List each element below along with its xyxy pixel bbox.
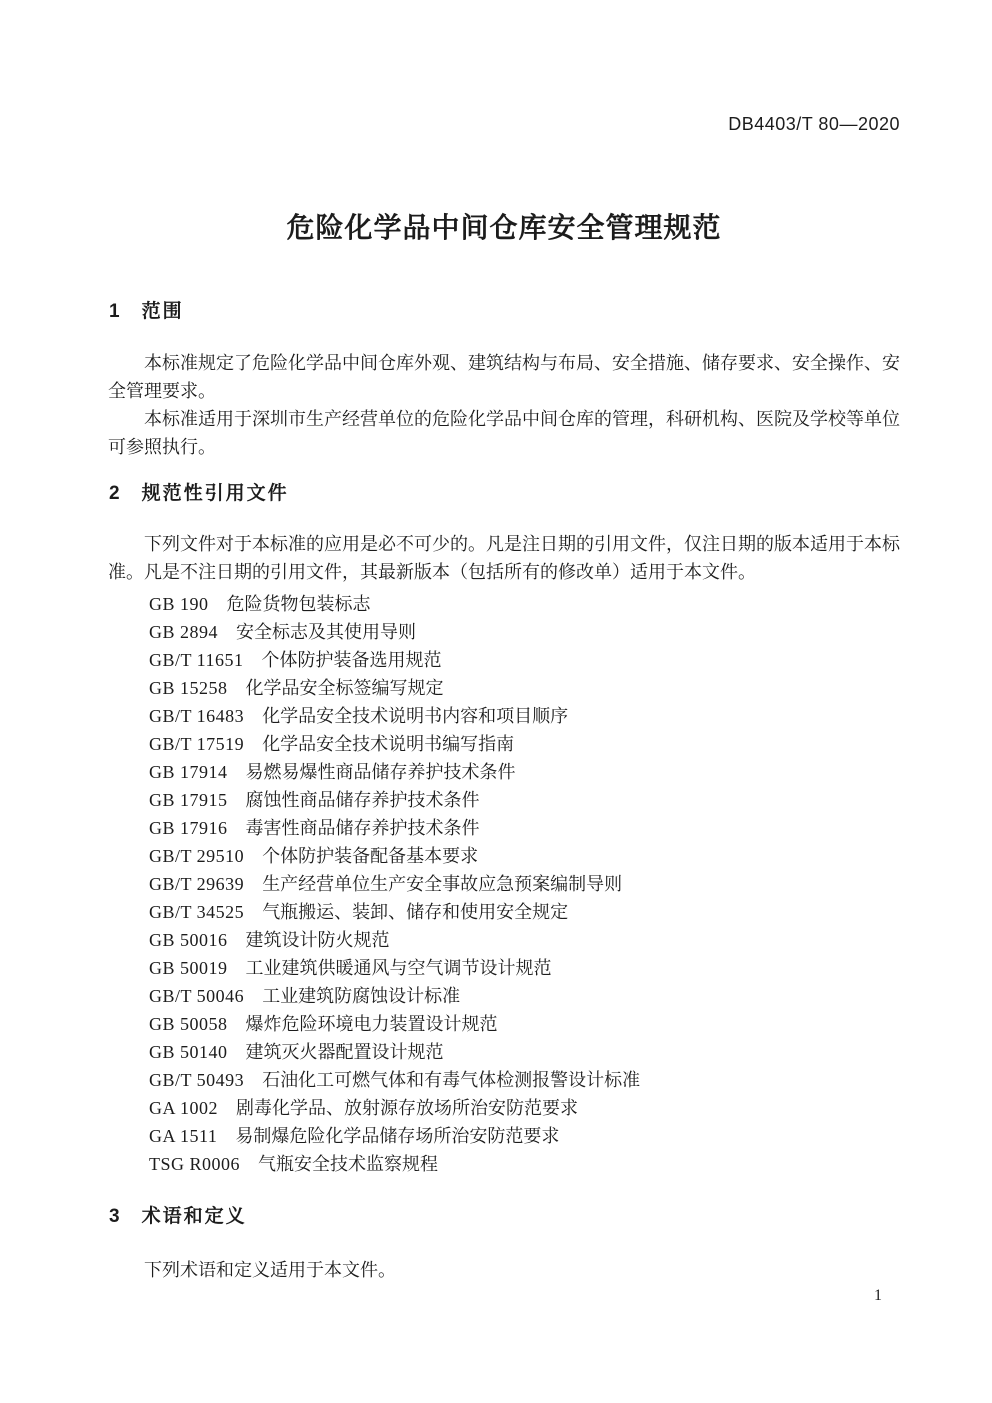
reference-item — [149, 786, 900, 814]
reference-code: GB 17914 — [149, 762, 228, 782]
reference-code: GB 50019 — [149, 958, 228, 978]
reference-code: GB/T 34525 — [149, 902, 245, 922]
reference-title: 化学品安全技术说明书编写指南 — [262, 734, 515, 754]
reference-item — [149, 870, 900, 898]
reference-title: 个体防护装备选用规范 — [261, 650, 442, 670]
reference-title: 安全标志及其使用导则 — [236, 622, 417, 642]
reference-title: 剧毒化学品、放射源存放场所治安防范要求 — [236, 1098, 579, 1118]
reference-title: 腐蚀性商品储存养护技术条件 — [245, 790, 480, 810]
reference-code: GB 190 — [149, 594, 209, 614]
paragraph: 下列术语和定义适用于本文件。 — [144, 1260, 396, 1280]
reference-item — [149, 842, 900, 870]
reference-title: 个体防护装备配备基本要求 — [262, 846, 479, 866]
reference-title: 生产经营单位生产安全事故应急预案编制导则 — [262, 874, 623, 894]
section-number: 3 — [109, 1206, 122, 1227]
reference-item — [149, 758, 900, 786]
reference-code: GB/T 17519 — [149, 734, 245, 754]
standard-code: DB4403/T 80—2020 — [728, 114, 900, 134]
terms-paragraph — [108, 1256, 900, 1284]
reference-code: TSG R0006 — [149, 1154, 241, 1174]
document-title: 危险化学品中间仓库安全管理规范 — [286, 212, 722, 243]
reference-title: 工业建筑供暖通风与空气调节设计规范 — [245, 958, 552, 978]
reference-item — [149, 898, 900, 926]
reference-item — [149, 1010, 900, 1038]
reference-code: GB 17915 — [149, 790, 228, 810]
reference-code: GB/T 29510 — [149, 846, 245, 866]
reference-item — [149, 954, 900, 982]
section-title: 范围 — [141, 301, 184, 322]
section-title: 术语和定义 — [141, 1206, 247, 1227]
reference-code: GB 15258 — [149, 678, 228, 698]
section-heading-references — [109, 482, 289, 506]
section-heading-terms — [109, 1205, 247, 1229]
reference-code: GB 50058 — [149, 1014, 228, 1034]
section-title: 规范性引用文件 — [141, 483, 289, 504]
paragraph: 本标准适用于深圳市生产经营单位的危险化学品中间仓库的管理，科研机构、医院及学校等单位可参照执行。 — [108, 409, 900, 457]
reference-item — [149, 814, 900, 842]
reference-title: 化学品安全标签编写规定 — [245, 678, 444, 698]
reference-title: 气瓶安全技术监察规程 — [258, 1154, 439, 1174]
reference-item — [149, 730, 900, 758]
paragraph: 本标准规定了危险化学品中间仓库外观、建筑结构与布局、安全措施、储存要求、安全操作、安全管理要求。 — [108, 353, 900, 401]
reference-item — [149, 926, 900, 954]
section-number: 2 — [109, 483, 122, 504]
references-list — [149, 590, 900, 1178]
reference-title: 气瓶搬运、装卸、储存和使用安全规定 — [262, 902, 569, 922]
paragraph: 下列文件对于本标准的应用是必不可少的。凡是注日期的引用文件，仅注日期的版本适用于本标准。凡是不注日期的引用文件，其最新版本（包括所有的修改单）适用于本文件。 — [108, 534, 900, 582]
reference-code: GB/T 29639 — [149, 874, 245, 894]
reference-code: GB 2894 — [149, 622, 219, 642]
reference-code: GB/T 50046 — [149, 986, 245, 1006]
reference-item — [149, 618, 900, 646]
references-intro — [108, 530, 900, 586]
section-number: 1 — [109, 301, 122, 322]
reference-item — [149, 1150, 900, 1178]
reference-title: 建筑设计防火规范 — [245, 930, 390, 950]
reference-title: 化学品安全技术说明书内容和项目顺序 — [262, 706, 569, 726]
reference-item — [149, 674, 900, 702]
reference-code: GB/T 11651 — [149, 650, 244, 670]
reference-item — [149, 1122, 900, 1150]
reference-title: 危险货物包装标志 — [226, 594, 371, 614]
reference-title: 工业建筑防腐蚀设计标准 — [262, 986, 461, 1006]
reference-title: 石油化工可燃气体和有毒气体检测报警设计标准 — [262, 1070, 641, 1090]
reference-item — [149, 1038, 900, 1066]
reference-code: GB 50140 — [149, 1042, 228, 1062]
reference-code: GA 1002 — [149, 1098, 219, 1118]
reference-item — [149, 1066, 900, 1094]
reference-code: GB/T 50493 — [149, 1070, 245, 1090]
reference-title: 毒害性商品储存养护技术条件 — [245, 818, 480, 838]
reference-code: GB/T 16483 — [149, 706, 245, 726]
scope-paragraphs — [108, 349, 900, 461]
reference-code: GB 17916 — [149, 818, 228, 838]
reference-title: 易制爆危险化学品储存场所治安防范要求 — [235, 1126, 560, 1146]
reference-item — [149, 702, 900, 730]
page-number: 1 — [874, 1287, 882, 1304]
reference-item — [149, 982, 900, 1010]
reference-code: GB 50016 — [149, 930, 228, 950]
reference-title: 易燃易爆性商品储存养护技术条件 — [245, 762, 516, 782]
reference-item — [149, 646, 900, 674]
section-heading-scope — [109, 300, 184, 324]
reference-title: 建筑灭火器配置设计规范 — [245, 1042, 444, 1062]
reference-code: GA 1511 — [149, 1126, 218, 1146]
reference-item — [149, 1094, 900, 1122]
reference-item — [149, 590, 900, 618]
reference-title: 爆炸危险环境电力装置设计规范 — [245, 1014, 498, 1034]
